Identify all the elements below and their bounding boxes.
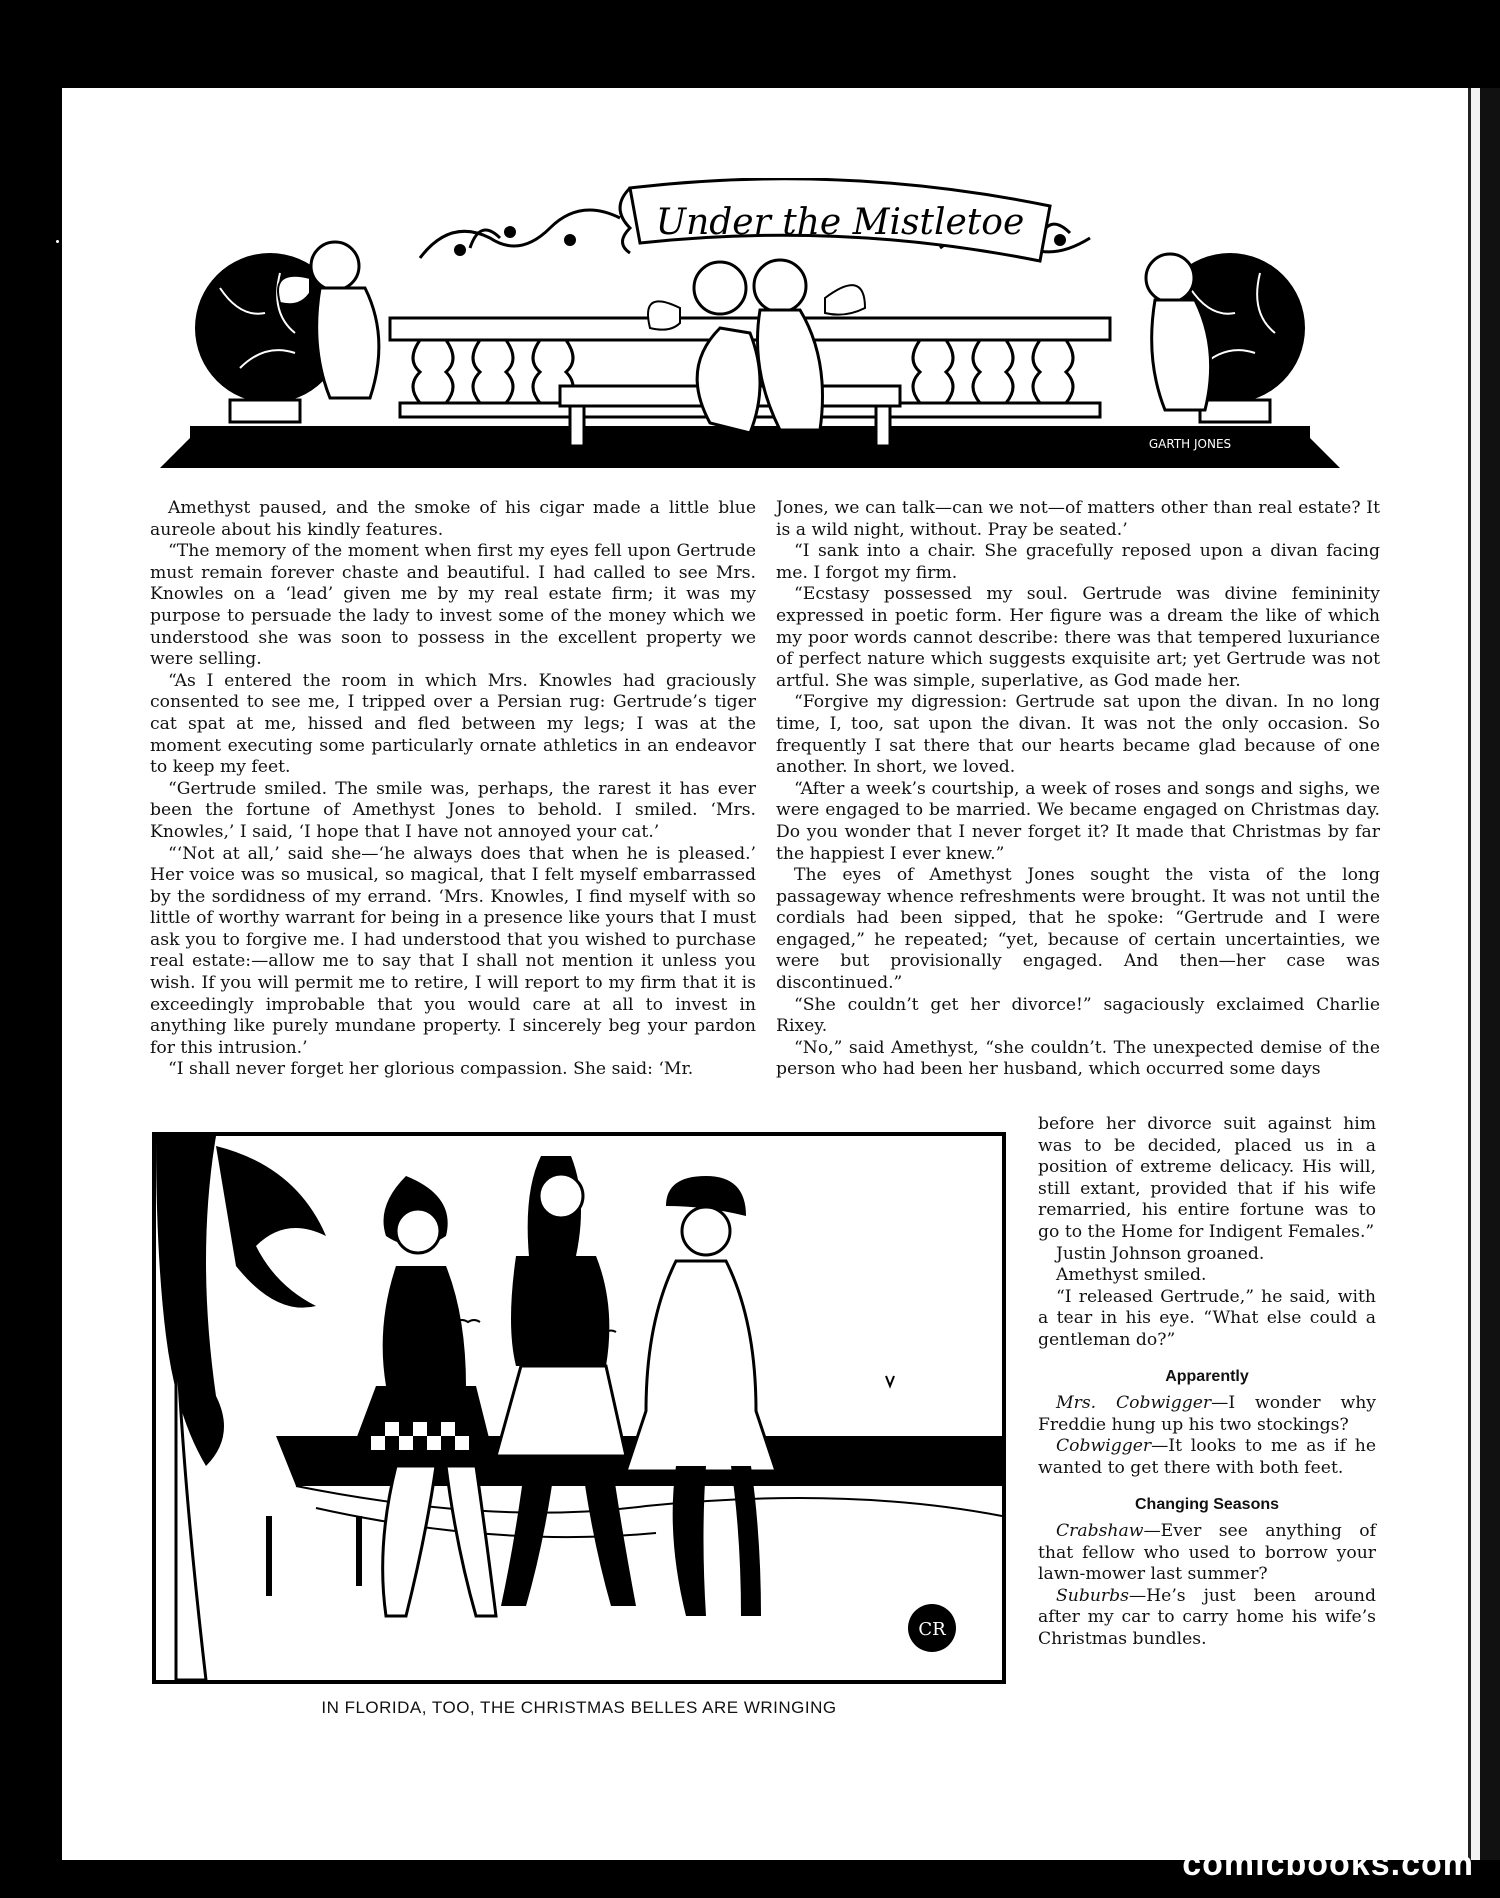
joke-speaker: Suburbs: [1056, 1585, 1129, 1606]
joke-speaker: Crabshaw: [1056, 1521, 1144, 1542]
joke-text: —Ever see anything of that fellow who used to borrow your lawn-mower last summer?: [1038, 1521, 1376, 1585]
illustration-caption: IN FLORIDA, TOO, THE CHRISTMAS BELLES ARE WRINGING: [321, 1698, 837, 1717]
joke-title: Changing Seasons: [1134, 1495, 1280, 1513]
story-column-left: [150, 498, 756, 1081]
story-paragraph: “‘Not at all,’ said she—‘he always does that when he is pleased.’ Her voice was so musical, so magical, that I felt myself embarrassed by the sordidness of my errand. ‘Mrs. Knowles, I find myself with so little of worthy warrant for being in a presence like yours that I must ask you to forgive me. I had understood that you wished to purchase real estate:—allow me to say that I shall not mention it unless you wish. If you will permit me to retire, I will report to my firm that it is exceedingly improbable that you would care at all to invest in anything like purely mundane property. I sincerely beg your pardon for this intrusion.’: [150, 843, 756, 1058]
story-paragraph: Amethyst smiled.: [1056, 1265, 1207, 1286]
joke-speaker: Cobwigger: [1056, 1436, 1152, 1457]
joke-line: [1038, 1586, 1376, 1651]
story-paragraph: Jones, we can talk—can we not—of matters other than real estate? It is a wild night, without. Pray be seated.’: [776, 498, 1380, 540]
joke-line: [1038, 1393, 1376, 1436]
header-illustration: [160, 178, 1340, 478]
story-paragraph: “I shall never forget her glorious compassion. She said: ‘Mr.: [168, 1059, 694, 1080]
joke-title: Apparently: [1165, 1367, 1249, 1385]
story-column-right: [776, 498, 1380, 1081]
banner-title: Under the Mistletoe: [655, 202, 1025, 243]
scan-speck: [70, 470, 73, 473]
artist-monogram: CR: [918, 1619, 946, 1640]
figure-right: [626, 1176, 776, 1616]
site-watermark: comicbooks.com: [1182, 1845, 1474, 1883]
story-paragraph: before her divorce suit against him was to be decided, placed us in a position of extreme delicacy. His will, still extant, provided that if his wife remarried, his entire fortune was to go to the Home for Indigent Females.”: [1038, 1114, 1376, 1242]
story-paragraph: “She couldn’t get her divorce!” sagaciously exclaimed Charlie Rixey.: [776, 994, 1380, 1037]
story-paragraph: “I released Gertrude,” he said, with a tear in his eye. “What else could a gentleman do?”: [1038, 1286, 1376, 1350]
story-paragraph: Justin Johnson groaned.: [1056, 1243, 1265, 1264]
story-paragraph: The eyes of Amethyst Jones sought the vista of the long passageway whence refreshments were brought. It was not until the cordials had been sipped, that he spoke: “Gertrude and I were engaged,” he repeated; “yet, because of certain uncertainties, we were but provisionally engaged. And then—her case was discontinued.”: [776, 865, 1380, 994]
story-paragraph: “The memory of the moment when first my eyes fell upon Gertrude must remain forever chaste and beautiful. I had called to see Mrs. Knowles on a ‘lead’ given me by my real estate firm; it was my purpose to persuade the lady to invest some of the money which we understood she was soon to possess in the excellent property we were selling.: [150, 541, 756, 670]
figure-left: [346, 1176, 496, 1616]
joke-line: [1038, 1436, 1376, 1479]
artist-signature: GARTH JONES: [1148, 437, 1232, 451]
story-paragraph: “No,” said Amethyst, “she couldn’t. The unexpected demise of the person who had been her husband, which occurred some days: [776, 1037, 1380, 1080]
story-paragraph: “Forgive my digression: Gertrude sat upon the divan. In no long time, I, too, sat upon the divan. It was not the only occasion. So frequently I sat there that our hearts became glad because of one another. In short, we loved.: [776, 692, 1380, 778]
joke-speaker: Mrs. Cobwigger: [1056, 1393, 1212, 1414]
book-spine: [1480, 88, 1500, 1860]
beach-illustration: [152, 1132, 1006, 1684]
scan-speck: [64, 168, 67, 171]
joke-text: —He’s just been around after my car to carry home his wife’s Christmas bundles.: [1038, 1585, 1376, 1650]
joke-line: [1038, 1521, 1376, 1586]
scan-speck: [56, 240, 59, 243]
story-paragraph: “As I entered the room in which Mrs. Knowles had graciously consented to see me, I tripped over a Persian rug: Gertrude’s tiger cat spat at me, hissed and fled between my legs; I was at the moment executing some particularly ornate athletics in an endeavor to keep my feet.: [150, 670, 756, 778]
story-paragraph: “I sank into a chair. She gracefully reposed upon a divan facing me. I forgot my firm.: [776, 541, 1380, 583]
story-paragraph: “Gertrude smiled. The smile was, perhaps, the rarest it has ever been the fortune of Amethyst Jones to behold. I smiled. ‘Mrs. Knowles,’ I said, ‘I hope that I have not annoyed your cat.’: [150, 778, 756, 842]
beach-drawing: [156, 1136, 1002, 1680]
story-paragraph: Amethyst paused, and the smoke of his cigar made a little blue aureole about his kindly features.: [150, 498, 756, 540]
joke-text: —It looks to me as if he wanted to get there with both feet.: [1038, 1436, 1376, 1478]
figure-middle: [496, 1156, 636, 1606]
joke-text: —I wonder why Freddie hung up his two stockings?: [1038, 1393, 1376, 1435]
story-paragraph: “After a week’s courtship, a week of roses and songs and sighs, we were engaged to be married. We became engaged on Christmas day. Do you wonder that I never forget it? It made that Christmas by far the happiest I ever knew.”: [776, 778, 1380, 864]
story-column-narrow: [1038, 1114, 1376, 1651]
story-paragraph: “Ecstasy possessed my soul. Gertrude was divine femininity expressed in poetic form. Her figure was a dream the like of which my poor words cannot describe: there was that tempered luxuriance of perfect nature which suggests exquisite art; yet Gertrude was not artful. She was simple, superlative, as God made her.: [776, 584, 1380, 691]
